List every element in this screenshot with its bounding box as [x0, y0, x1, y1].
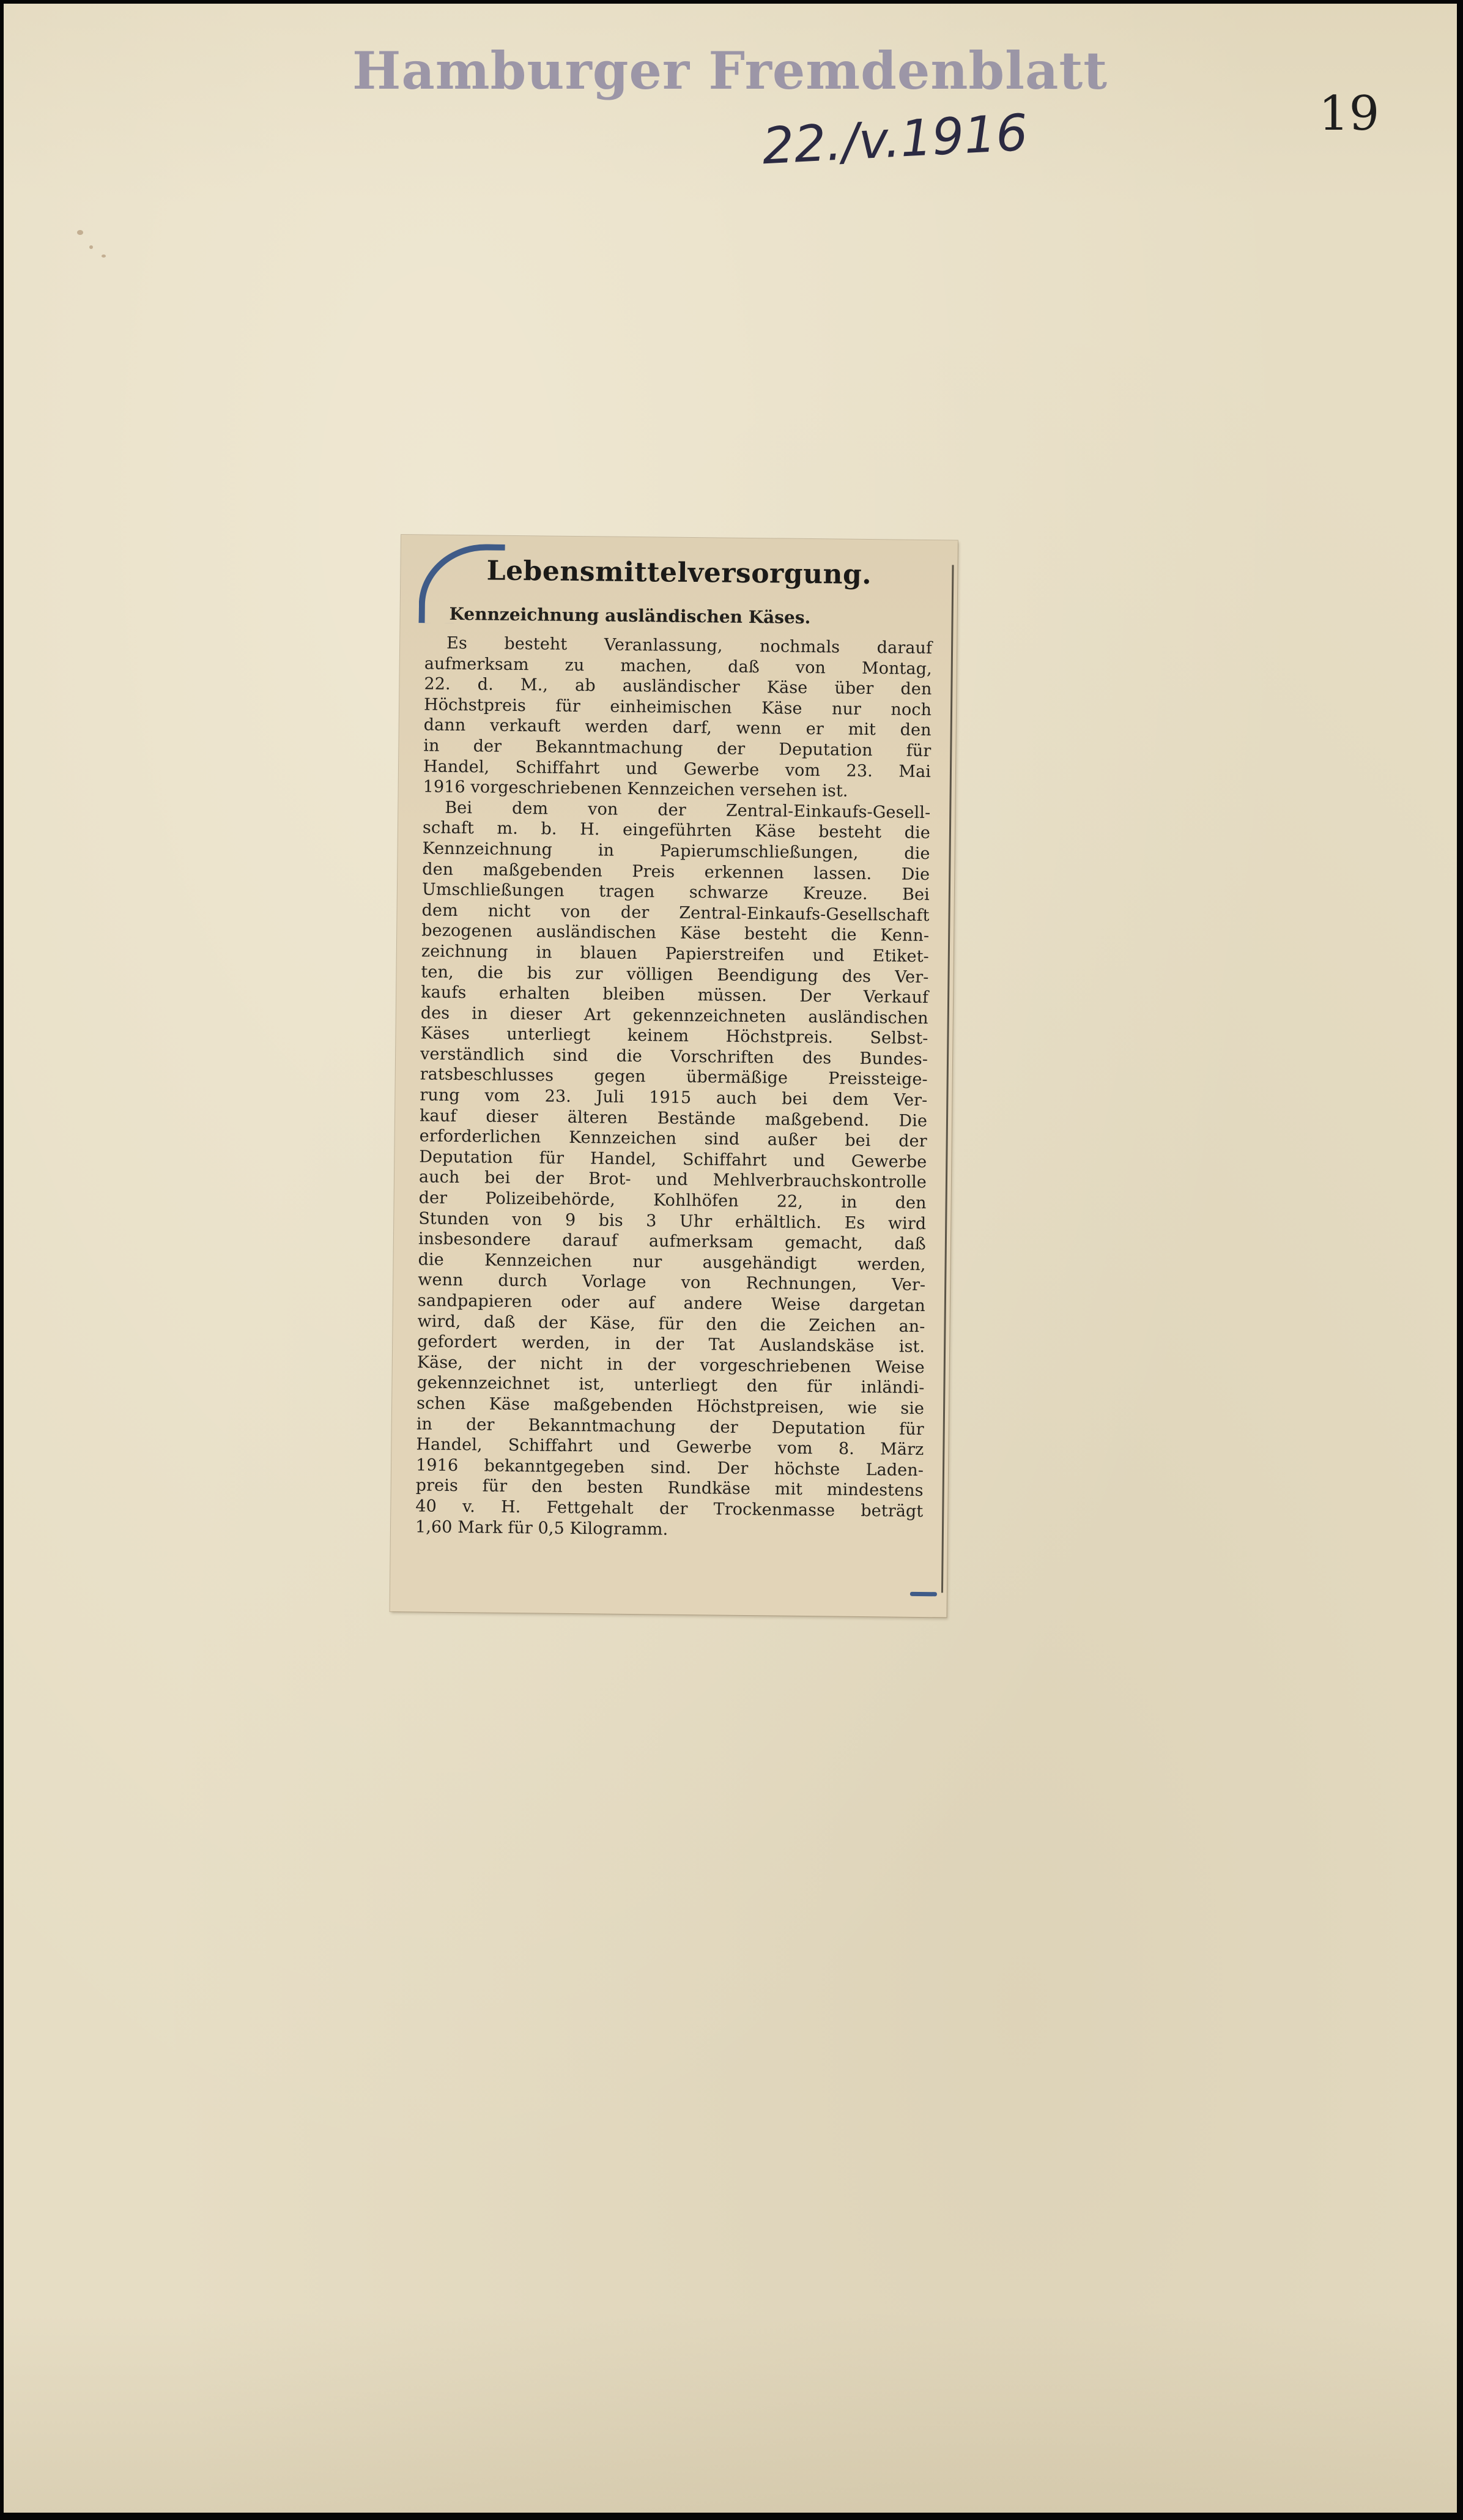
- archive-sheet: [4, 4, 1457, 2513]
- article-line: bezogenen ausländischen Käse besteht die Kenn-: [421, 921, 930, 946]
- article-line: kaufs erhalten bleiben müssen. Der Verkauf: [421, 983, 929, 1008]
- article-subheadline: Kennzeichnung ausländischen Käses.: [449, 603, 811, 628]
- article-line: 1,60 Mark für 0,5 Kilogramm.: [415, 1517, 669, 1539]
- paper-speck: [102, 255, 106, 258]
- article-line: auch bei der Brot- und Mehlverbrauchskontrolle: [418, 1167, 927, 1192]
- article-line: ten, die bis zur völligen Beendigung des Ver-: [421, 962, 929, 987]
- page-number: 19: [1319, 86, 1380, 141]
- article-line: insbesondere darauf aufmerksam gemacht, daß: [418, 1229, 927, 1254]
- article-line: Bei dem von der Zentral-Einkaufs-Gesell-: [445, 798, 931, 822]
- article-line: gekennzeichnet ist, unterliegt den für inländi-: [417, 1373, 925, 1398]
- article-line: in der Bekanntmachung der Deputation für: [416, 1414, 924, 1439]
- article-line: wenn durch Vorlage von Rechnungen, Ver-: [418, 1270, 926, 1295]
- article-line: aufmerksam zu machen, daß von Montag,: [424, 654, 932, 678]
- column-rule: [941, 565, 954, 1593]
- article-line: verständlich sind die Vorschriften des Bundes-: [420, 1044, 928, 1069]
- article-line: Kennzeichnung in Papierumschließungen, die: [422, 839, 930, 864]
- article-line: Käse, der nicht in der vorgeschriebenen Weise: [417, 1353, 925, 1377]
- paper-speck: [77, 230, 83, 235]
- article-line: Umschließungen tragen schwarze Kreuze. Bei: [421, 880, 930, 905]
- article-line: Handel, Schiffahrt und Gewerbe vom 8. März: [416, 1435, 924, 1460]
- article-line: schaft m. b. H. eingeführten Käse besteht die: [422, 818, 931, 843]
- article-line: der Polizeibehörde, Kohlhöfen 22, in den: [418, 1188, 927, 1213]
- newspaper-stamp: Hamburger Fremdenblatt: [352, 40, 1108, 101]
- article-line: in der Bekanntmachung der Deputation für: [423, 736, 932, 761]
- article-line: sandpapieren oder auf andere Weise dargetan: [417, 1291, 926, 1316]
- article-line: den maßgebenden Preis erkennen lassen. Die: [422, 859, 930, 884]
- article-line: die Kennzeichen nur ausgehändigt werden,: [418, 1250, 926, 1274]
- article-body: [415, 633, 932, 1542]
- article-line: rung vom 23. Juli 1915 auch bei dem Ver-: [420, 1085, 928, 1110]
- article-line: dann verkauft werden darf, wenn er mit den: [423, 715, 932, 740]
- article-line: 22. d. M., ab ausländischer Käse über den: [424, 674, 932, 699]
- article-line: gefordert werden, in der Tat Auslandskäse ist.: [417, 1332, 925, 1357]
- paper-speck: [89, 245, 93, 249]
- handwritten-date: 22./v.1916: [760, 103, 1029, 176]
- article-line: ratsbeschlusses gegen übermäßige Preissteige-: [420, 1065, 928, 1090]
- article-line: schen Käse maßgebenden Höchstpreisen, wie sie: [416, 1394, 925, 1419]
- newspaper-clipping: [390, 535, 958, 1617]
- article-line: zeichnung in blauen Papierstreifen und Etiket-: [421, 942, 929, 966]
- article-line: kauf dieser älteren Bestände maßgebend. Die: [419, 1106, 928, 1131]
- article-line: des in dieser Art gekennzeichneten ausländischen: [420, 1003, 928, 1028]
- article-line: Stunden von 9 bis 3 Uhr erhältlich. Es wird: [418, 1208, 927, 1233]
- article-line: Es besteht Veranlassung, nochmals darauf: [446, 633, 933, 658]
- article-line: 1916 bekanntgegeben sind. Der höchste Laden-: [415, 1455, 924, 1480]
- article-line: dem nicht von der Zentral-Einkaufs-Gesellschaft: [421, 901, 930, 925]
- article-line: 1916 vorgeschriebenen Kennzeichen versehen ist.: [423, 777, 848, 801]
- article-line: 40 v. H. Fettgehalt der Trockenmasse beträgt: [415, 1496, 924, 1521]
- article-line: erforderlichen Kennzeichen sind außer bei der: [419, 1126, 927, 1151]
- article-headline: Lebensmittelversorgung.: [486, 555, 872, 591]
- article-line: Höchstpreis für einheimischen Käse nur noch: [423, 695, 932, 719]
- article-line: preis für den besten Rundkäse mit mindestens: [415, 1476, 924, 1501]
- article-line: Deputation für Handel, Schiffahrt und Gewerbe: [419, 1147, 927, 1172]
- blue-pencil-mark: [910, 1592, 937, 1596]
- article-line: Handel, Schiffahrt und Gewerbe vom 23. Mai: [423, 756, 932, 781]
- article-line: wird, daß der Käse, für den die Zeichen an-: [417, 1311, 925, 1336]
- article-line: Käses unterliegt keinem Höchstpreis. Selbst-: [420, 1024, 928, 1049]
